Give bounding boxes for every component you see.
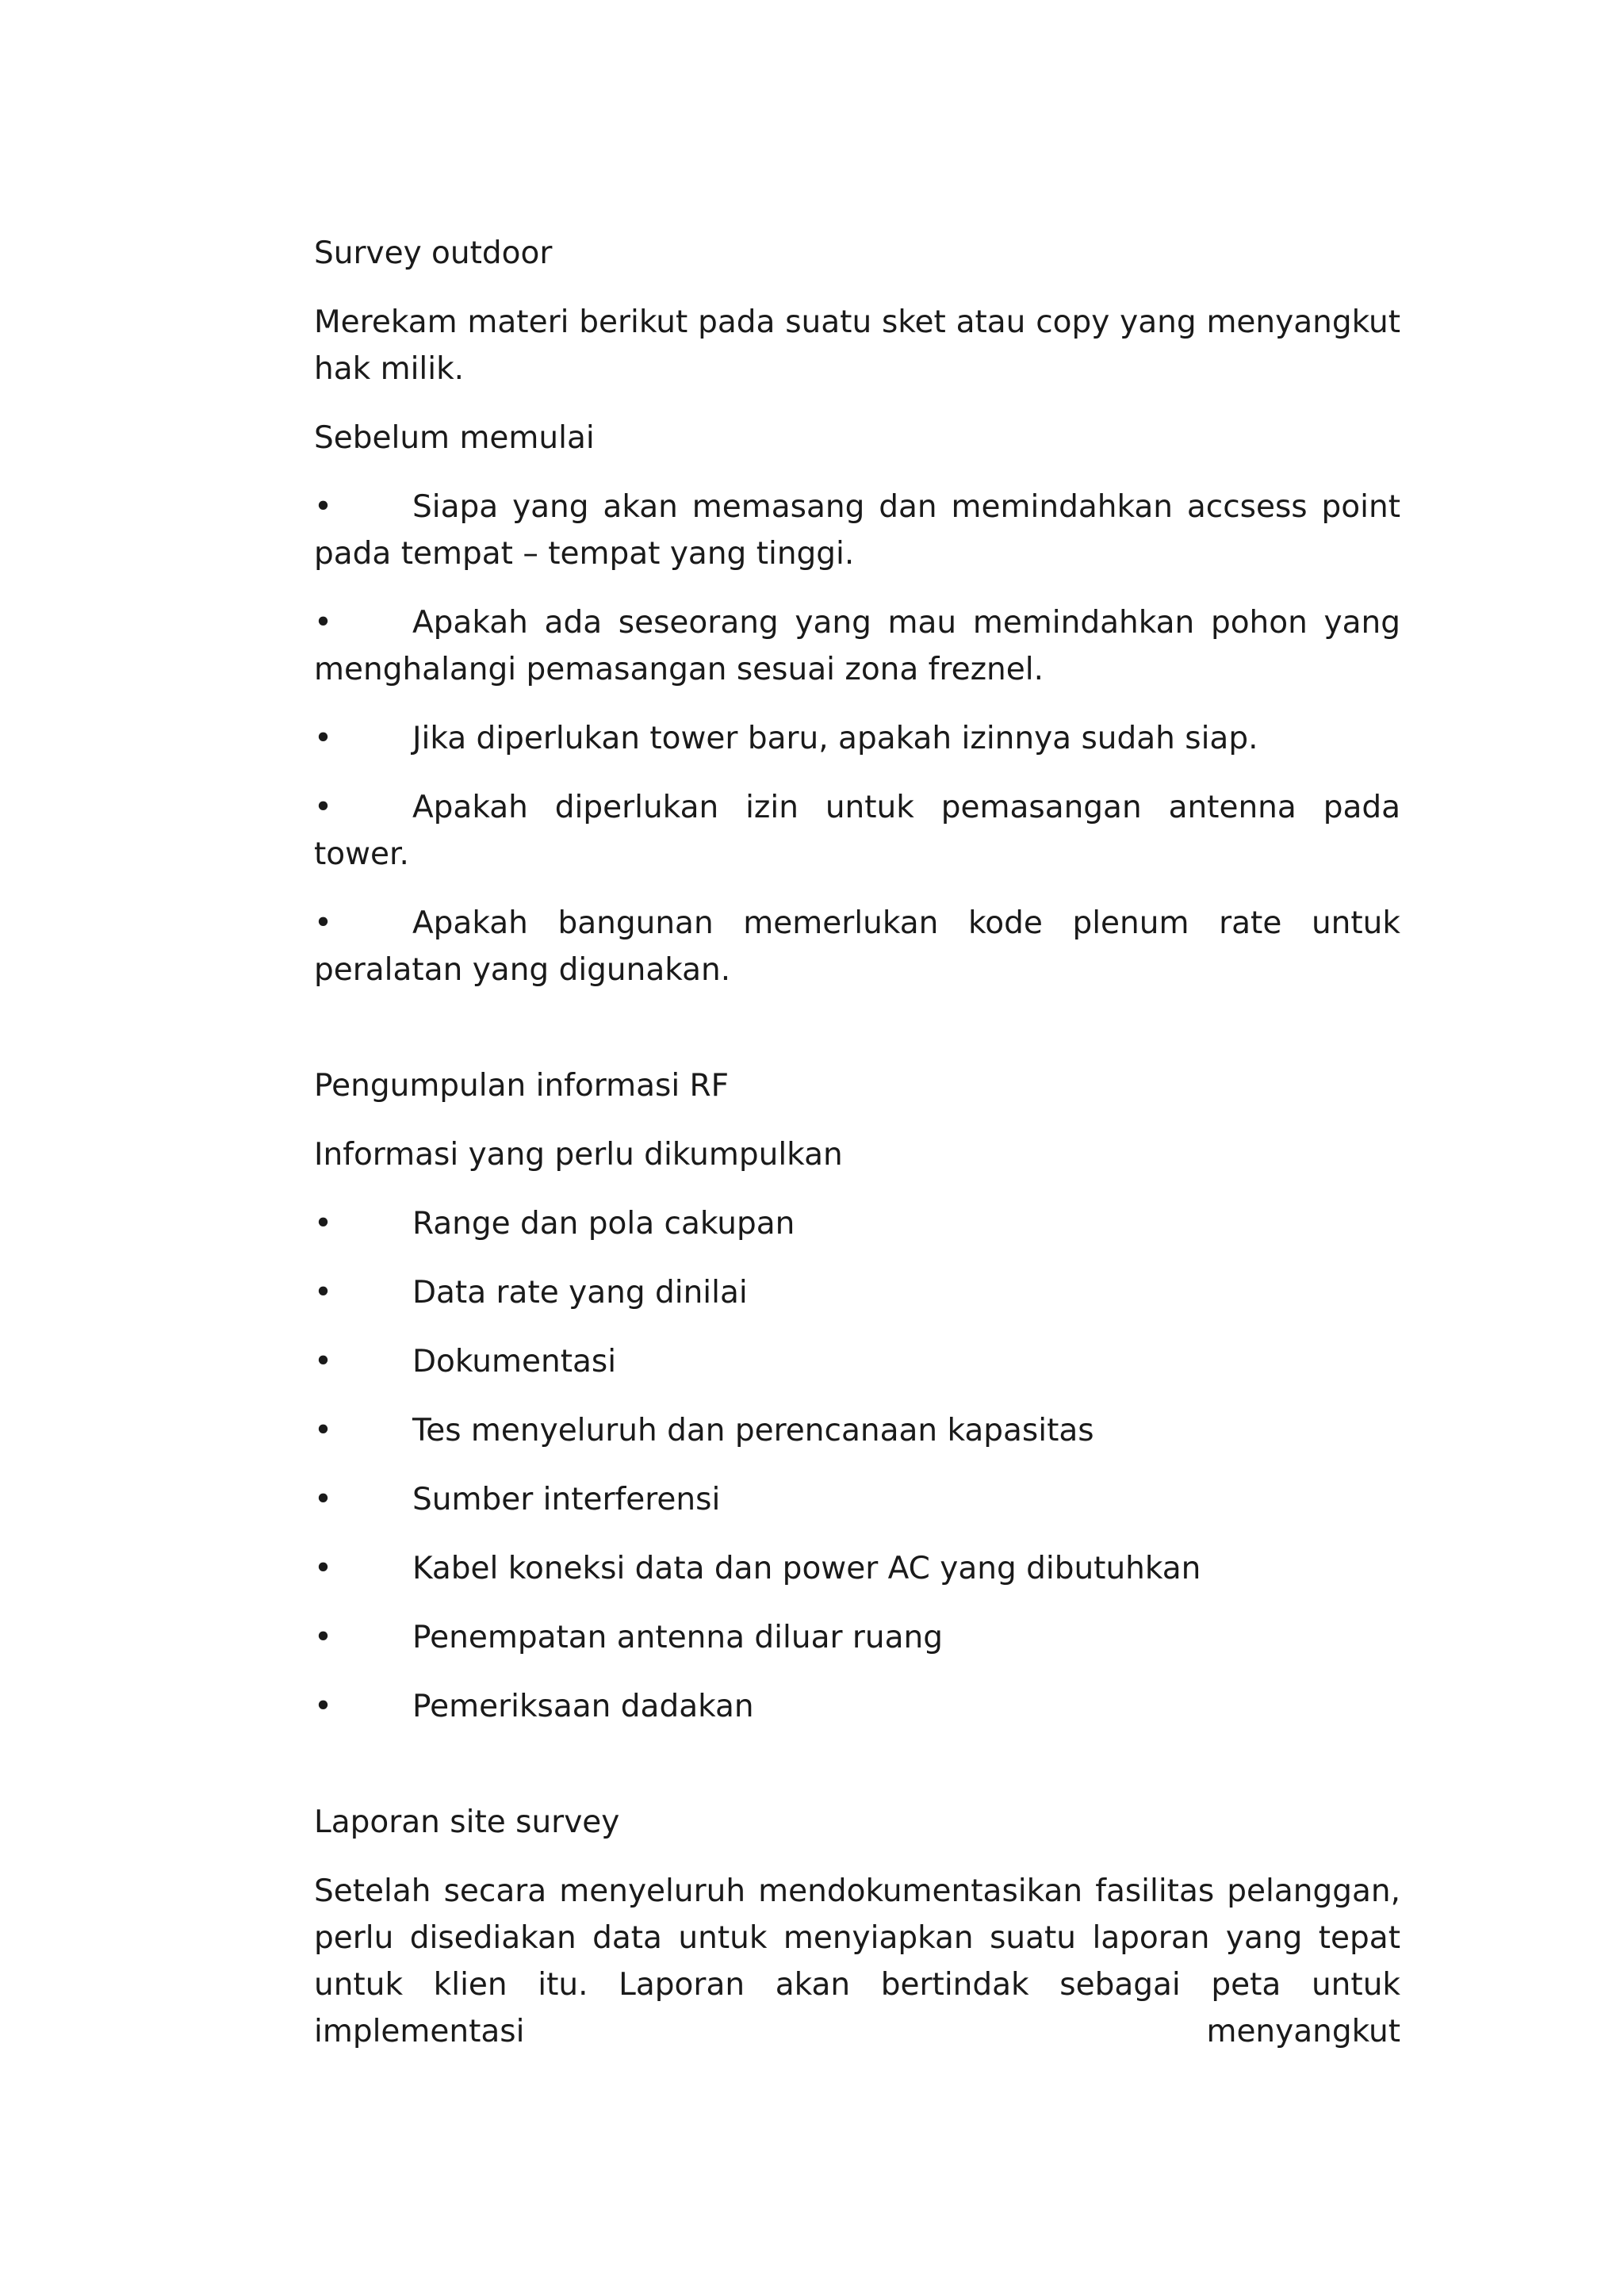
intro-paragraph: Merekam materi berikut pada suatu sket atau copy yang menyangkut hak milik.: [314, 304, 1400, 387]
list-item: [314, 599, 1400, 693]
bullet-icon: •: [314, 1551, 333, 1586]
section-title-laporan-site-survey: Laporan site survey: [314, 1804, 620, 1840]
section-title-pengumpulan-informasi-rf: Pengumpulan informasi RF: [314, 1068, 730, 1104]
bullet-icon: •: [314, 1275, 333, 1311]
list-item: [314, 1200, 1400, 1247]
bullet-icon: •: [314, 905, 333, 941]
list-item-text: Apakah bangunan memerlukan kode plenum rate untuk peralatan yang digunakan.: [314, 905, 1400, 988]
list-item-text: Data rate yang dinilai: [412, 1275, 748, 1311]
list-item-text: Jika diperlukan tower baru, apakah izinnya sudah siap.: [412, 721, 1258, 756]
list-item-text: Sumber interferensi: [412, 1482, 721, 1517]
list-item: [314, 900, 1400, 993]
list-item-text: Apakah diperlukan izin untuk pemasangan antenna pada tower.: [314, 790, 1400, 872]
list-item-text: Tes menyeluruh dan perencanaan kapasitas: [412, 1413, 1094, 1448]
document-page: [314, 230, 1400, 2077]
bullet-icon: •: [314, 1206, 333, 1242]
bullet-icon: •: [314, 605, 333, 641]
bullet-icon: •: [314, 1482, 333, 1517]
list-item-text: Range dan pola cakupan: [412, 1206, 795, 1242]
list-item: [314, 784, 1400, 878]
section-spacer: [314, 1016, 1400, 1062]
list-item-text: Kabel koneksi data dan power AC yang dibutuhkan: [412, 1551, 1201, 1586]
list-item: [314, 1545, 1400, 1592]
list-item-text: Pemeriksaan dadakan: [412, 1689, 754, 1724]
subtitle-informasi-dikumpulkan: Informasi yang perlu dikumpulkan: [314, 1137, 843, 1173]
bullet-icon: •: [314, 1620, 333, 1655]
bullet-icon: •: [314, 721, 333, 756]
list-item-text: Dokumentasi: [412, 1344, 617, 1380]
list-item-text: Siapa yang akan memasang dan memindahkan accsess point pada tempat – tempat yang tinggi.: [314, 489, 1400, 572]
bullet-icon: •: [314, 1344, 333, 1380]
list-item: [314, 1269, 1400, 1316]
bullet-icon: •: [314, 1413, 333, 1448]
list-item: [314, 484, 1400, 577]
list-item: [314, 1683, 1400, 1730]
list-item: [314, 715, 1400, 762]
bullet-icon: •: [314, 489, 333, 525]
body-paragraph: Setelah secara menyeluruh mendokumentasikan fasilitas pelanggan, perlu disediakan data untuk menyiapkan suatu laporan yang tepat untuk klien itu. Laporan akan bertindak sebagai peta untuk implementasi menyangkut: [314, 1873, 1400, 2049]
subtitle-sebelum-memulai: Sebelum memulai: [314, 420, 595, 456]
list-item: [314, 1614, 1400, 1661]
section-spacer: [314, 1752, 1400, 1799]
bullet-icon: •: [314, 790, 333, 825]
list-item-text: Apakah ada seseorang yang mau memindahkan pohon yang menghalangi pemasangan sesuai zona freznel.: [314, 605, 1400, 687]
list-item: [314, 1338, 1400, 1385]
bullet-icon: •: [314, 1689, 333, 1724]
list-item: [314, 1407, 1400, 1454]
list-item: [314, 1476, 1400, 1523]
list-item-text: Penempatan antenna diluar ruang: [412, 1620, 944, 1655]
section-title-survey-outdoor: Survey outdoor: [314, 235, 553, 271]
